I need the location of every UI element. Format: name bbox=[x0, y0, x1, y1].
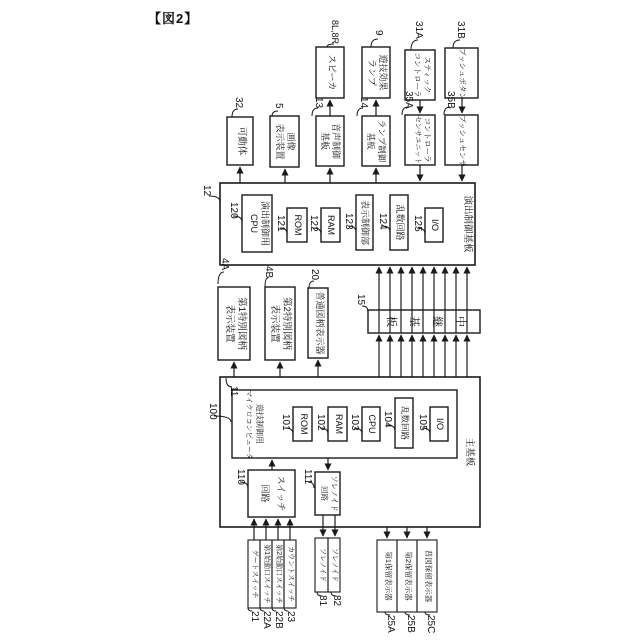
production-ram-label: RAM bbox=[326, 215, 336, 235]
num-lamp-control-board: 14 bbox=[358, 97, 369, 109]
num-relay-board: 15 bbox=[355, 294, 366, 306]
main-ram-label: RAM bbox=[334, 414, 344, 434]
num-main-board: 11 bbox=[228, 386, 239, 397]
num-switch-circuit: 110 bbox=[235, 469, 246, 485]
production-rom-label: ROM bbox=[293, 214, 303, 236]
rotated-diagram bbox=[185, 20, 495, 640]
num-solenoid-circuit: 111 bbox=[302, 469, 313, 485]
lamp-control-board-label-2: 基板 bbox=[366, 132, 376, 150]
production-cpu-label-2: CPU bbox=[249, 213, 259, 233]
audio-control-board-label-2: 基板 bbox=[320, 131, 330, 150]
main-random-circuit-label: 乱数回路 bbox=[400, 405, 410, 440]
num-microcomputer: 100 bbox=[207, 403, 218, 420]
main-rom-label: ROM bbox=[299, 413, 309, 435]
production-random-circuit-label: 乱数回路 bbox=[395, 204, 405, 241]
num-production-io: 125 bbox=[412, 215, 423, 232]
solenoid-82-label: ソレノイド bbox=[331, 547, 338, 583]
num-controller-sensor-unit: 35A bbox=[403, 91, 414, 109]
speaker-label: スピーカ bbox=[327, 54, 337, 91]
num-production-random-circuit: 124 bbox=[377, 213, 388, 230]
microcomputer-label-2: マイクロコンピュータ bbox=[245, 390, 252, 460]
solenoid-circuit-label-2: 回路 bbox=[320, 486, 329, 501]
first-hold-display-label: 第1保留表示器 bbox=[384, 551, 393, 601]
push-button-label: プッシュボタン bbox=[458, 48, 467, 100]
num-second-hold-display: 25B bbox=[405, 615, 416, 633]
num-main-io: 105 bbox=[417, 414, 428, 431]
second-hold-display-label: 第2保留表示器 bbox=[404, 551, 413, 601]
main-board-name: 主基板 bbox=[464, 437, 475, 467]
num-audio-control-board: 13 bbox=[313, 97, 324, 109]
figure-number: 【図2】 bbox=[148, 11, 199, 26]
main-io-label: I/O bbox=[435, 417, 445, 430]
num-gate-switch: 21 bbox=[249, 611, 260, 623]
num-first-hold-display: 25A bbox=[385, 615, 396, 633]
num-image-display: 5 bbox=[273, 103, 284, 109]
num-second-start-switch: 22B bbox=[273, 611, 284, 629]
relay-board-label: 中継基板 bbox=[385, 316, 466, 327]
main-cpu-label: CPU bbox=[367, 414, 377, 434]
num-normal-symbol-display: 20 bbox=[309, 269, 320, 281]
stick-controller-label-1: スティック bbox=[423, 56, 432, 94]
num-main-cpu: 103 bbox=[349, 414, 360, 431]
solenoid-circuit-label-1: ソレノイド bbox=[330, 475, 339, 512]
audio-control-board-label-1: 音声制御 bbox=[331, 122, 341, 159]
first-special-symbol-display-label-2: 表示装置 bbox=[224, 304, 235, 343]
num-speaker: 8L,8R bbox=[330, 20, 340, 45]
game-effect-lamp-label-2: ランプ bbox=[367, 58, 377, 86]
num-push-sensor: 35B bbox=[445, 91, 456, 109]
num-first-start-switch: 22A bbox=[261, 611, 272, 629]
push-sensor-label: プッシュセンサ bbox=[458, 115, 467, 167]
switch-circuit-label-2: 回路 bbox=[260, 484, 270, 503]
movable-body-label: 可動体 bbox=[236, 126, 247, 156]
num-production-control-board: 12 bbox=[201, 185, 212, 197]
production-cpu-label-1: 演出制御用 bbox=[260, 200, 270, 246]
display-control-label: 表示制御部 bbox=[360, 199, 370, 245]
switch-circuit-label-1: スイッチ bbox=[276, 475, 286, 512]
game-effect-lamp-label-1: 遊技効果 bbox=[378, 54, 388, 91]
num-solenoid-82: 82 bbox=[331, 595, 342, 607]
normal-hold-display-label: 普図保留表示器 bbox=[424, 549, 433, 603]
num-main-rom: 101 bbox=[280, 414, 291, 431]
solenoid-81-label: ソレノイド bbox=[319, 547, 326, 583]
lamp-control-board-label-1: ランプ制御 bbox=[377, 119, 387, 163]
count-switch-label: カウントスイッチ bbox=[287, 546, 294, 602]
num-stick-controller: 31A bbox=[413, 21, 424, 39]
num-movable-body: 32 bbox=[233, 97, 244, 109]
first-start-switch-label: 第1始動口スイッチ bbox=[263, 544, 270, 604]
num-solenoid-81: 81 bbox=[317, 595, 328, 607]
second-start-switch-label: 第2始動口スイッチ bbox=[275, 544, 282, 604]
switch-circuit-box bbox=[248, 470, 295, 517]
num-second-special-display: 4B bbox=[263, 266, 274, 279]
num-production-ram: 122 bbox=[308, 215, 319, 232]
normal-symbol-display-label: 普通図柄表示器 bbox=[315, 291, 325, 355]
first-special-symbol-display-label-1: 第1特別図柄 bbox=[236, 297, 247, 350]
gate-switch-label: ゲートスイッチ bbox=[251, 549, 258, 599]
num-main-ram: 102 bbox=[315, 414, 326, 431]
controller-sensor-unit-label-2: センサユニット bbox=[414, 115, 421, 165]
num-production-rom: 121 bbox=[275, 215, 286, 232]
second-special-symbol-display-label-1: 第2特別図柄 bbox=[281, 297, 292, 350]
controller-sensor-unit-label-1: コントローラ bbox=[423, 117, 432, 163]
stick-controller-label-2: コントローラ bbox=[413, 52, 422, 98]
num-game-effect-lamp: 9 bbox=[373, 30, 384, 36]
num-main-random-circuit: 104 bbox=[382, 411, 393, 428]
num-push-button: 31B bbox=[455, 21, 466, 39]
image-display-label-1: 画像 bbox=[286, 132, 296, 151]
num-production-cpu: 120 bbox=[228, 202, 239, 219]
second-special-symbol-display-label-2: 表示装置 bbox=[269, 304, 280, 343]
production-io-label: I/O bbox=[430, 218, 440, 231]
num-display-control: 123 bbox=[343, 213, 354, 230]
production-control-board-name: 演出制御基板 bbox=[462, 195, 473, 253]
num-count-switch: 23 bbox=[285, 611, 296, 623]
microcomputer-label-1: 遊技制御用 bbox=[255, 404, 264, 444]
image-display-label-2: 表示装置 bbox=[275, 123, 285, 160]
num-first-special-display: 4A bbox=[219, 258, 230, 271]
num-normal-hold-display: 25C bbox=[425, 615, 436, 634]
